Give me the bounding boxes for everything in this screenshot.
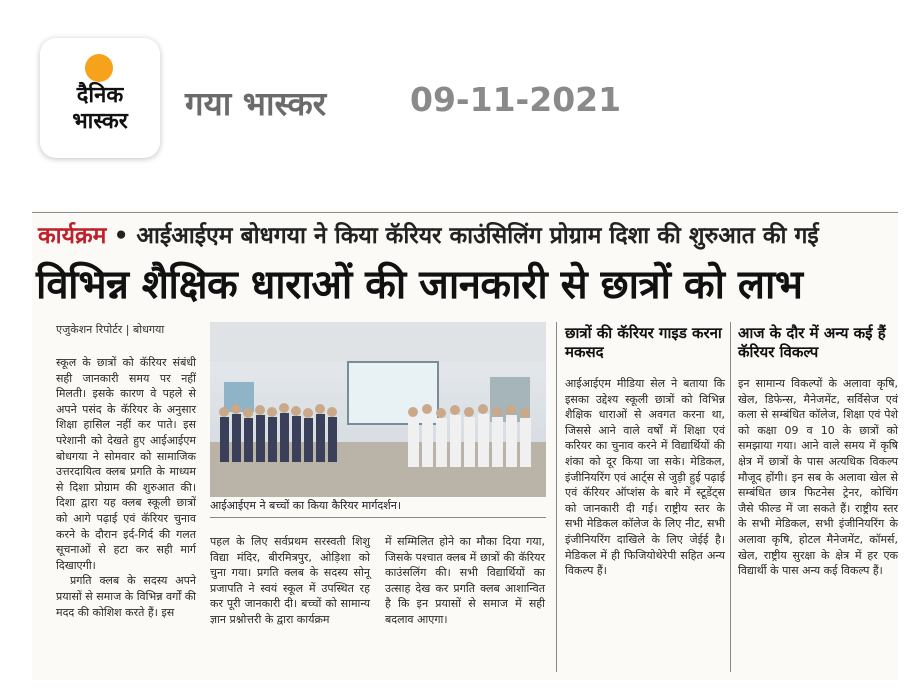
column-1-paragraph-2: प्रगति क्लब के सदस्य अपने प्रयासों से समाज के विभिन्न वर्गों की मदद की कोशिश करते हैं। इस (56, 574, 196, 619)
kicker (38, 218, 819, 250)
column-2: पहल के लिए सर्वप्रथम सरस्वती शिशु विद्या मंदिर, बीरमित्रपुर, ओड़िशा को चुना गया। प्रगति क्लब के सदस्य सोनू प्रजापति ने स्वयं स्कूल में उपस्थित रह कर पूरी जानकारी दी। बच्चों को सामान्य ज्ञान प्रश्नोत्तरी के द्वारा कार्यक्रम (210, 535, 370, 626)
dainik-bhaskar-logo (40, 38, 160, 158)
paper-name: गया भास्कर (185, 84, 327, 123)
photo-caption: आईआईएम ने बच्चों का किया कैरियर मार्गदर्शन। (210, 499, 402, 512)
paper-date: 09-11-2021 (410, 80, 622, 119)
top-rule (32, 212, 898, 213)
event-photo (210, 322, 546, 497)
subheading-career-options: आज के दौर में अन्य कई हैं कॅरियर विकल्प (738, 324, 886, 361)
column-4: आईआईएम मीडिया सेल ने बताया कि इसका उद्देश्य स्कूली छात्रों को विभिन्न शैक्षिक धाराओं से अवगत करना था, जिससे आने वाले वर्षों में शिक्षा एवं करियर का चुनाव करने में विद्यार्थियों की शंका को दूर किया जा सके। मेडिकल, इंजीनियरिंग एवं आर्ट्स से जुड़ी हुई पढ़ाई एवं कॅरियर ऑप्शंस के बारे में स्टूडेंट्स को जानकारी दी गई। राष्ट्रीय स्तर के सभी मेडिकल कॉलेज के लिए नीट, सभी इंजीनियरिंग दाखिले के लिए जेईई है। मेडिकल में ही फिजियोथेरेपी सहित अन्य विकल्प हैं। (565, 377, 725, 578)
column-1-paragraph-1: स्कूल के छात्रों को कॅरियर संबंधी सही जानकारी समय पर नहीं मिलती। इसके कारण वे पहले से अपने पसंद के कॅरियर के अनुसार शिक्षा हासिल नहीं कर पाते। इस परेशानी को देखते हुए आईआईएम बोधगया ने सोमवार को सामाजिक उत्तरदायित्व क्लब प्रगति के माध्यम से दिशा प्रोग्राम की शुरुआत की। दिशा द्वारा यह क्लब स्कूली छात्रों को आगे पढ़ाई एवं कॅरियर चुनाव करने के दौरान इर्द-गिर्द की गलत सूचनाओं से हटा कर सही मार्ग दिखाएगी। (56, 356, 196, 572)
column-divider-2 (730, 322, 731, 672)
subheading-career-guide: छात्रों की कॅरियर गाइड करना मकसद (565, 324, 722, 361)
byline: एजुकेशन रिपोर्टर | बोधगया (56, 323, 165, 336)
column-1 (56, 355, 196, 620)
column-divider-1 (556, 322, 557, 672)
classroom-image (210, 322, 546, 497)
column-3: में सम्मिलित होने का मौका दिया गया, जिसके पश्चात क्लब में छात्रों की कॅरियर काउंसलिंग की। सभी विद्यार्थियों का उत्साह देख कर प्रगति क्लब आशान्वित है कि इन प्रयासों से समाज में सही बदलाव आएगा। (385, 535, 545, 626)
logo-line-2: भास्कर (72, 109, 128, 134)
kicker-label: कार्यक्रम (38, 223, 107, 249)
caption-rule (210, 517, 546, 518)
sun-icon (85, 54, 113, 82)
kicker-text: • आईआईएम बोधगया ने किया कॅरियर काउंसिलिंग प्रोग्राम दिशा की शुरुआत की गई (113, 223, 819, 249)
column-5: इन सामान्य विकल्पों के अलावा कृषि, खेल, डिफेन्स, मैनेजमेंट, सर्विसेज एवं कला से सम्बंधित कॉलेज, शिक्षा एवं पेशे को कक्षा 09 व 10 के छात्रों को समझाया गया। आने वाले समय में कृषि क्षेत्र में छात्रों के पास अत्यधिक विकल्प मौजूद होंगी। इन सब के अलावा खेल से सम्बंधित छात्र फिटनेस ट्रेनर, कोचिंग जैसे फील्ड में जा सकते हैं। राष्ट्रीय स्तर के सभी मेडिकल, सभी इंजीनियरिंग के अलावा कृषि, होटल मैनेजमेंट, कॉमर्स, खेल, राष्ट्रीय सुरक्षा के क्षेत्र में हर एक विद्यार्थी के पास अन्य कई विकल्प हैं। (738, 377, 898, 578)
headline: विभिन्न शैक्षिक धाराओं की जानकारी से छात्रों को लाभ (36, 262, 803, 308)
logo-line-1: दैनिक (76, 83, 124, 108)
